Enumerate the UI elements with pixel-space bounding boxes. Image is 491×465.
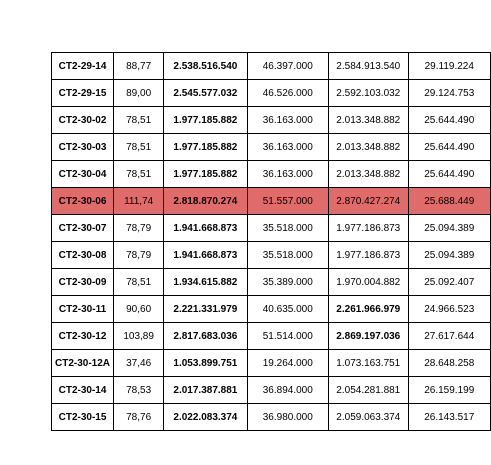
value-1-cell: 2.022.083.374 xyxy=(164,404,247,431)
table-row xyxy=(52,215,491,242)
table-row xyxy=(52,161,491,188)
table-row xyxy=(52,53,491,80)
value-3-cell: 2.059.063.374 xyxy=(329,404,408,431)
table-row xyxy=(52,242,491,269)
value-3-cell: 2.870.427.274 xyxy=(329,188,408,215)
value-4-cell: 27.617.644 xyxy=(408,323,490,350)
value-4-cell: 25.094.389 xyxy=(408,215,490,242)
area-cell: 89,00 xyxy=(114,80,164,107)
value-1-cell: 2.818.870.274 xyxy=(164,188,247,215)
value-3-cell: 1.970.004.882 xyxy=(329,269,408,296)
value-2-cell: 35.389.000 xyxy=(247,269,329,296)
value-4-cell: 25.092.407 xyxy=(408,269,490,296)
area-cell: 78,79 xyxy=(114,215,164,242)
table-row xyxy=(52,107,491,134)
table-row xyxy=(52,296,491,323)
area-cell: 90,60 xyxy=(114,296,164,323)
unit-code-cell: CT2-30-12 xyxy=(52,323,114,350)
table-row xyxy=(52,350,491,377)
unit-code-cell: CT2-30-04 xyxy=(52,161,114,188)
value-3-cell: 2.584.913.540 xyxy=(329,53,408,80)
value-1-cell: 2.545.577.032 xyxy=(164,80,247,107)
value-1-cell: 2.017.387.881 xyxy=(164,377,247,404)
value-2-cell: 36.163.000 xyxy=(247,107,329,134)
value-4-cell: 29.124.753 xyxy=(408,80,490,107)
value-3-cell: 2.869.197.036 xyxy=(329,323,408,350)
value-2-cell: 36.980.000 xyxy=(247,404,329,431)
value-3-cell: 1.073.163.751 xyxy=(329,350,408,377)
value-4-cell: 25.688.449 xyxy=(408,188,490,215)
value-4-cell: 25.644.490 xyxy=(408,134,490,161)
unit-code-cell: CT2-29-14 xyxy=(52,53,114,80)
value-4-cell: 25.094.389 xyxy=(408,242,490,269)
value-1-cell: 1.053.899.751 xyxy=(164,350,247,377)
value-4-cell: 26.143.517 xyxy=(408,404,490,431)
value-3-cell: 2.592.103.032 xyxy=(329,80,408,107)
value-2-cell: 51.514.000 xyxy=(247,323,329,350)
area-cell: 78,53 xyxy=(114,377,164,404)
value-2-cell: 46.526.000 xyxy=(247,80,329,107)
value-3-cell: 1.977.186.873 xyxy=(329,215,408,242)
unit-code-cell: CT2-30-15 xyxy=(52,404,114,431)
table-row xyxy=(52,404,491,431)
value-4-cell: 28.648.258 xyxy=(408,350,490,377)
value-3-cell: 2.261.966.979 xyxy=(329,296,408,323)
value-2-cell: 36.163.000 xyxy=(247,161,329,188)
value-2-cell: 40.635.000 xyxy=(247,296,329,323)
table-row xyxy=(52,323,491,350)
value-1-cell: 2.221.331.979 xyxy=(164,296,247,323)
value-3-cell: 1.977.186.873 xyxy=(329,242,408,269)
value-4-cell: 26.159.199 xyxy=(408,377,490,404)
value-2-cell: 36.163.000 xyxy=(247,134,329,161)
area-cell: 37,46 xyxy=(114,350,164,377)
area-cell: 78,79 xyxy=(114,242,164,269)
area-cell: 78,76 xyxy=(114,404,164,431)
value-2-cell: 36.894.000 xyxy=(247,377,329,404)
area-cell: 111,74 xyxy=(114,188,164,215)
value-1-cell: 1.977.185.882 xyxy=(164,161,247,188)
value-1-cell: 1.941.668.873 xyxy=(164,242,247,269)
value-3-cell: 2.054.281.881 xyxy=(329,377,408,404)
unit-code-cell: CT2-30-08 xyxy=(52,242,114,269)
value-4-cell: 25.644.490 xyxy=(408,107,490,134)
value-1-cell: 1.941.668.873 xyxy=(164,215,247,242)
area-cell: 78,51 xyxy=(114,269,164,296)
value-1-cell: 2.538.516.540 xyxy=(164,53,247,80)
area-cell: 88,77 xyxy=(114,53,164,80)
value-4-cell: 24.966.523 xyxy=(408,296,490,323)
value-4-cell: 29.119.224 xyxy=(408,53,490,80)
unit-code-cell: CT2-30-02 xyxy=(52,107,114,134)
value-2-cell: 35.518.000 xyxy=(247,242,329,269)
unit-code-cell: CT2-30-11 xyxy=(52,296,114,323)
table-row xyxy=(52,377,491,404)
value-2-cell: 46.397.000 xyxy=(247,53,329,80)
value-1-cell: 2.817.683.036 xyxy=(164,323,247,350)
value-4-cell: 25.644.490 xyxy=(408,161,490,188)
price-table xyxy=(51,52,491,431)
table-row xyxy=(52,269,491,296)
value-1-cell: 1.977.185.882 xyxy=(164,107,247,134)
value-2-cell: 19.264.000 xyxy=(247,350,329,377)
table-row xyxy=(52,134,491,161)
area-cell: 103,89 xyxy=(114,323,164,350)
table-row-highlighted xyxy=(52,188,491,215)
value-1-cell: 1.934.615.882 xyxy=(164,269,247,296)
table-row xyxy=(52,80,491,107)
unit-code-cell: CT2-30-06 xyxy=(52,188,114,215)
unit-code-cell: CT2-30-03 xyxy=(52,134,114,161)
unit-code-cell: CT2-30-09 xyxy=(52,269,114,296)
area-cell: 78,51 xyxy=(114,134,164,161)
value-3-cell: 2.013.348.882 xyxy=(329,107,408,134)
unit-code-cell: CT2-30-12A xyxy=(52,350,114,377)
value-2-cell: 51.557.000 xyxy=(247,188,329,215)
unit-code-cell: CT2-30-14 xyxy=(52,377,114,404)
value-2-cell: 35.518.000 xyxy=(247,215,329,242)
area-cell: 78,51 xyxy=(114,161,164,188)
area-cell: 78,51 xyxy=(114,107,164,134)
unit-code-cell: CT2-29-15 xyxy=(52,80,114,107)
value-1-cell: 1.977.185.882 xyxy=(164,134,247,161)
value-3-cell: 2.013.348.882 xyxy=(329,161,408,188)
unit-code-cell: CT2-30-07 xyxy=(52,215,114,242)
value-3-cell: 2.013.348.882 xyxy=(329,134,408,161)
price-table-body xyxy=(52,53,491,431)
